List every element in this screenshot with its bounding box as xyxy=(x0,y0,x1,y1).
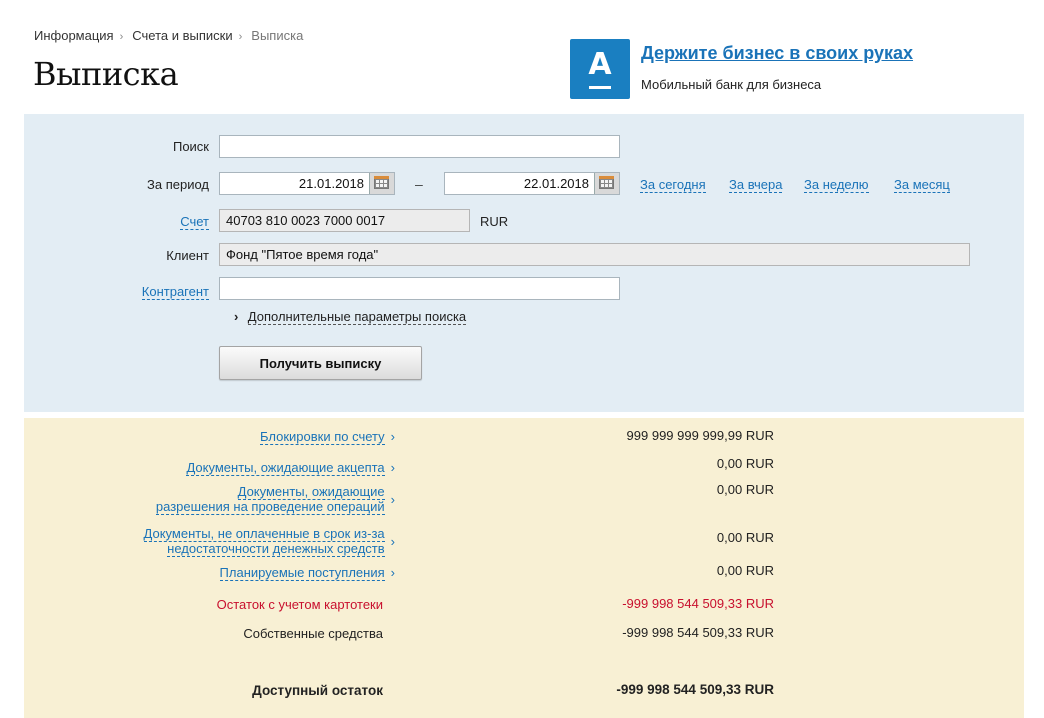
balance-label-line: Документы, ожидающие акцепта xyxy=(186,460,385,476)
balance-label-line: Собственные средства xyxy=(243,626,383,642)
balance-row-planned-income-label[interactable] xyxy=(60,564,395,580)
client-field[interactable]: Фонд "Пятое время года" xyxy=(219,243,970,266)
balance-label-text xyxy=(220,565,385,580)
balance-label-text xyxy=(144,526,385,556)
search-label: Поиск xyxy=(172,139,209,154)
period-today-link[interactable]: За сегодня xyxy=(640,177,706,192)
calendar-to-button[interactable] xyxy=(594,173,619,194)
chevron-right-icon: › xyxy=(390,565,395,581)
balance-label-text xyxy=(243,626,383,641)
balance-label-text xyxy=(217,597,383,612)
period-month-link[interactable]: За месяц xyxy=(894,177,950,192)
chevron-right-icon: › xyxy=(390,460,395,476)
balance-row-own-funds-label xyxy=(60,625,383,641)
breadcrumb-item-accounts[interactable]: Счета и выписки xyxy=(132,28,233,43)
period-yesterday-link[interactable]: За вчера xyxy=(729,177,783,192)
balance-row-docs-acceptance-value: 0,00 RUR xyxy=(716,456,774,471)
date-to-field[interactable] xyxy=(444,172,620,195)
calendar-icon-header xyxy=(374,176,389,179)
balance-row-planned-income-value: 0,00 RUR xyxy=(716,563,774,578)
balance-row-docs-permission-value: 0,00 RUR xyxy=(716,482,774,497)
promo-link[interactable]: Держите бизнес в своих руках xyxy=(641,43,914,63)
breadcrumb-separator-icon: › xyxy=(238,31,243,43)
chevron-right-icon: › xyxy=(390,533,395,549)
period-label: За период xyxy=(147,177,209,192)
balance-row-blocks-label[interactable] xyxy=(60,428,395,444)
balance-row-available-balance-value: -999 998 544 509,33 RUR xyxy=(616,682,774,697)
balance-row-available-balance-label xyxy=(60,682,383,698)
account-label-wrap xyxy=(24,213,209,231)
balance-label-line: Документы, не оплаченные в срок из-за xyxy=(143,526,385,541)
breadcrumb-item-current: Выписка xyxy=(251,28,304,43)
balance-label-text xyxy=(260,429,385,444)
currency-label: RUR xyxy=(480,214,509,229)
bank-logo[interactable] xyxy=(570,39,630,99)
account-field[interactable]: 40703 810 0023 7000 0017 xyxy=(219,209,470,232)
counterparty-label-link[interactable]: Контрагент xyxy=(141,284,209,299)
balance-label-line: недостаточности денежных средств xyxy=(167,541,385,556)
search-input[interactable] xyxy=(219,135,620,158)
balance-row-docs-unpaid-value: 0,00 RUR xyxy=(716,530,774,545)
balance-label-line: разрешения на проведение операций xyxy=(155,499,385,514)
counterparty-input[interactable] xyxy=(219,277,620,300)
date-to-value: 22.01.2018 xyxy=(523,176,589,191)
balance-label-line: Доступный остаток xyxy=(252,683,383,699)
balance-row-balance-card-index-value: -999 998 544 509,33 RUR xyxy=(622,596,774,611)
breadcrumb xyxy=(34,28,303,43)
bank-logo-underline xyxy=(589,86,611,89)
balance-label-line: Блокировки по счету xyxy=(260,429,385,445)
bank-logo-letter: А xyxy=(588,47,612,82)
balance-label-text xyxy=(252,683,383,698)
chevron-right-icon: › xyxy=(390,491,395,507)
chevron-right-icon: › xyxy=(234,309,239,324)
breadcrumb-item-info[interactable]: Информация xyxy=(34,28,114,43)
balance-row-docs-acceptance-label[interactable] xyxy=(60,459,395,475)
more-params-label: Дополнительные параметры поиска xyxy=(247,309,467,324)
calendar-icon-header xyxy=(599,176,614,179)
date-from-field[interactable] xyxy=(219,172,395,195)
account-label-link[interactable]: Счет xyxy=(180,214,209,229)
balance-label-line: Остаток с учетом картотеки xyxy=(216,597,383,613)
balance-label-line: Документы, ожидающие xyxy=(237,484,385,499)
counterparty-label-wrap xyxy=(24,283,209,301)
balance-label-text xyxy=(186,460,384,475)
chevron-right-icon: › xyxy=(390,429,395,445)
breadcrumb-separator-icon: › xyxy=(119,31,124,43)
page-title: Выписка xyxy=(33,55,179,93)
period-dash: – xyxy=(415,176,423,192)
date-from-value: 21.01.2018 xyxy=(298,176,364,191)
period-week-link[interactable]: За неделю xyxy=(804,177,869,192)
promo-subtitle: Мобильный банк для бизнеса xyxy=(641,77,822,92)
client-label: Клиент xyxy=(166,248,209,263)
balance-row-docs-unpaid-label[interactable] xyxy=(60,526,395,556)
more-params-toggle[interactable] xyxy=(234,308,466,326)
balance-row-balance-card-index-label xyxy=(60,596,383,612)
balance-row-blocks-value: 999 999 999 999,99 RUR xyxy=(626,428,774,443)
balance-row-own-funds-value: -999 998 544 509,33 RUR xyxy=(622,625,774,640)
get-statement-button[interactable]: Получить выписку xyxy=(219,346,422,380)
balance-label-line: Планируемые поступления xyxy=(219,565,385,581)
calendar-from-button[interactable] xyxy=(369,173,394,194)
balance-row-docs-permission-label[interactable] xyxy=(60,484,395,514)
balance-label-text xyxy=(156,484,385,514)
